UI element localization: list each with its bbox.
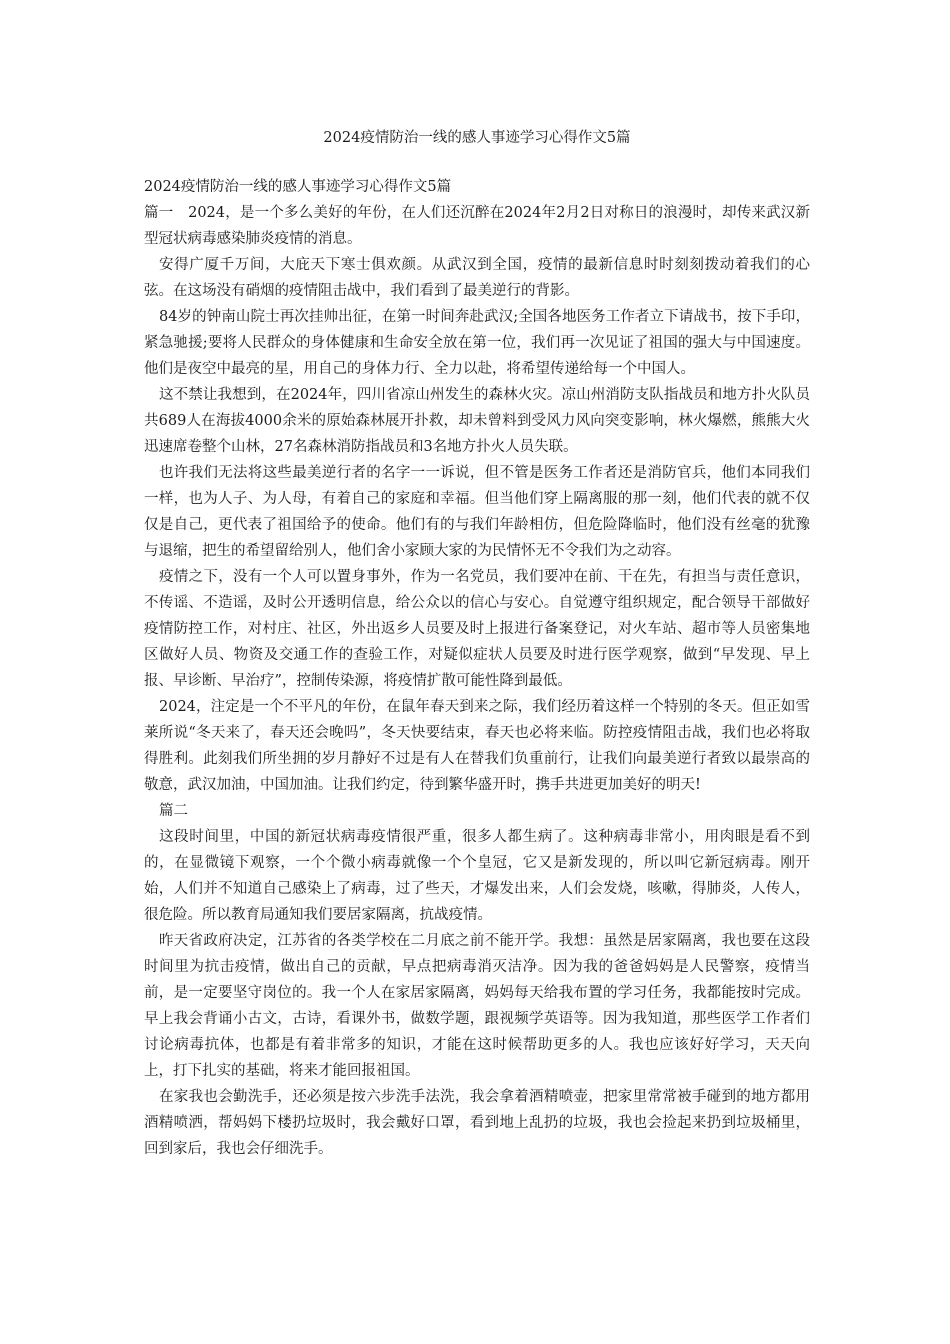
paragraph-3: 84岁的钟南山院士再次挂帅出征，在第一时间奔赴武汉;全国各地医务工作者立下请战书，按下手印，紧急驰援;要将人民群众的身体健康和生命安全放在第一位，我们再一次见证了祖国的强大与中国速度。他们是夜空中最亮的星，用自己的身体力行、全力以赴，将希望传递给每一个中国人。	[144, 309, 810, 377]
paragraph-1	[144, 200, 810, 252]
paragraph-2: 安得广厦千万间，大庇天下寒士俱欢颜。从武汉到全国，疫情的最新信息时时刻刻拨动着我们的心弦。在这场没有硝烟的疫情阻击战中，我们看到了最美逆行的背影。	[144, 257, 810, 299]
document-body	[144, 174, 810, 1162]
paragraph-5: 也许我们无法将这些最美逆行者的名字一一诉说，但不管是医务工作者还是消防官兵，他们本同我们一样，也为人子、为人母，有着自己的家庭和幸福。但当他们穿上隔离服的那一刻，他们代表的就不仅仅是自己，更代表了祖国给予的使命。他们有的与我们年龄相仿，但危险降临时，他们没有丝毫的犹豫与退缩，把生的希望留给别人，他们舍小家顾大家的为民情怀无不令我们为之动容。	[144, 465, 810, 559]
paragraph-4: 这不禁让我想到，在2024年，四川省凉山州发生的森林火灾。凉山州消防支队指战员和地方扑火队员共689人在海拔4000余米的原始森林展开扑救，却未曾料到受风力风向突变影响，林火爆燃，熊熊大火迅速席卷整个山林，27名森林消防指战员和3名地方扑火人员失联。	[144, 387, 810, 455]
section-label-2: 篇二	[159, 803, 188, 819]
paragraph-7: 2024，注定是一个不平凡的年份，在鼠年春天到来之际，我们经历着这样一个特别的冬天。但正如雪莱所说“冬天来了，春天还会晚吗”，冬天快要结束，春天也必将来临。防控疫情阻击战，我们也必将取得胜利。此刻我们所坐拥的岁月静好不过是有人在替我们负重前行，让我们向最美逆行者致以最崇高的敬意，武汉加油，中国加油。让我们约定，待到繁华盛开时，携手共进更加美好的明天!	[144, 699, 810, 793]
paragraph-10: 在家我也会勤洗手，还必须是按六步洗手法洗，我会拿着酒精喷壶，把家里常常被手碰到的地方都用酒精喷洒，帮妈妈下楼扔垃圾时，我会戴好口罩，看到地上乱扔的垃圾，我也会捡起来扔到垃圾桶里，回到家后，我也会仔细洗手。	[144, 1089, 810, 1157]
paragraph-9: 昨天省政府决定，江苏省的各类学校在二月底之前不能开学。我想：虽然是居家隔离，我也要在这段时间里为抗击疫情，做出自己的贡献，早点把病毒消灭洁净。因为我的爸爸妈妈是人民警察，疫情当前，是一定要坚守岗位的。我一个人在家居家隔离，妈妈每天给我布置的学习任务，我都能按时完成。早上我会背诵小古文，古诗，看课外书，做数学题，跟视频学英语等。因为我知道，那些医学工作者们讨论病毒抗体，也都是有着非常多的知识，才能在这时候帮助更多的人。我也应该好好学习，天天向上，打下扎实的基础，将来才能回报祖国。	[144, 933, 810, 1079]
document-subtitle: 2024疫情防治一线的感人事迹学习心得作文5篇	[144, 179, 452, 195]
document-title: 2024疫情防治一线的感人事迹学习心得作文5篇	[323, 130, 631, 146]
section-label-1: 篇一	[144, 205, 189, 221]
paragraph-8: 这段时间里，中国的新冠状病毒疫情很严重，很多人都生病了。这种病毒非常小，用肉眼是看不到的，在显微镜下观察，一个个微小病毒就像一个个皇冠，它又是新发现的，所以叫它新冠病毒。刚开始，人们并不知道自己感染上了病毒，过了些天，才爆发出来，人们会发烧，咳嗽，得肺炎，人传人，很危险。所以教育局通知我们要居家隔离，抗战疫情。	[144, 829, 810, 923]
paragraph-1-text: 2024，是一个多么美好的年份，在人们还沉醉在2024年2月2日对称日的浪漫时，却传来武汉新型冠状病毒感染肺炎疫情的消息。	[144, 205, 810, 247]
paragraph-6: 疫情之下，没有一个人可以置身事外，作为一名党员，我们要冲在前、干在先，有担当与责任意识，不传谣、不造谣，及时公开透明信息，给公众以的信心与安心。自觉遵守组织规定，配合领导干部做好疫情防控工作，对村庄、社区，外出返乡人员要及时上报进行备案登记，对火车站、超市等人员密集地区做好人员、物资及交通工作的查验工作，对疑似症状人员要及时进行医学观察，做到“早发现、早上报、早诊断、早治疗”，控制传染源，将疫情扩散可能性降到最低。	[144, 569, 810, 689]
